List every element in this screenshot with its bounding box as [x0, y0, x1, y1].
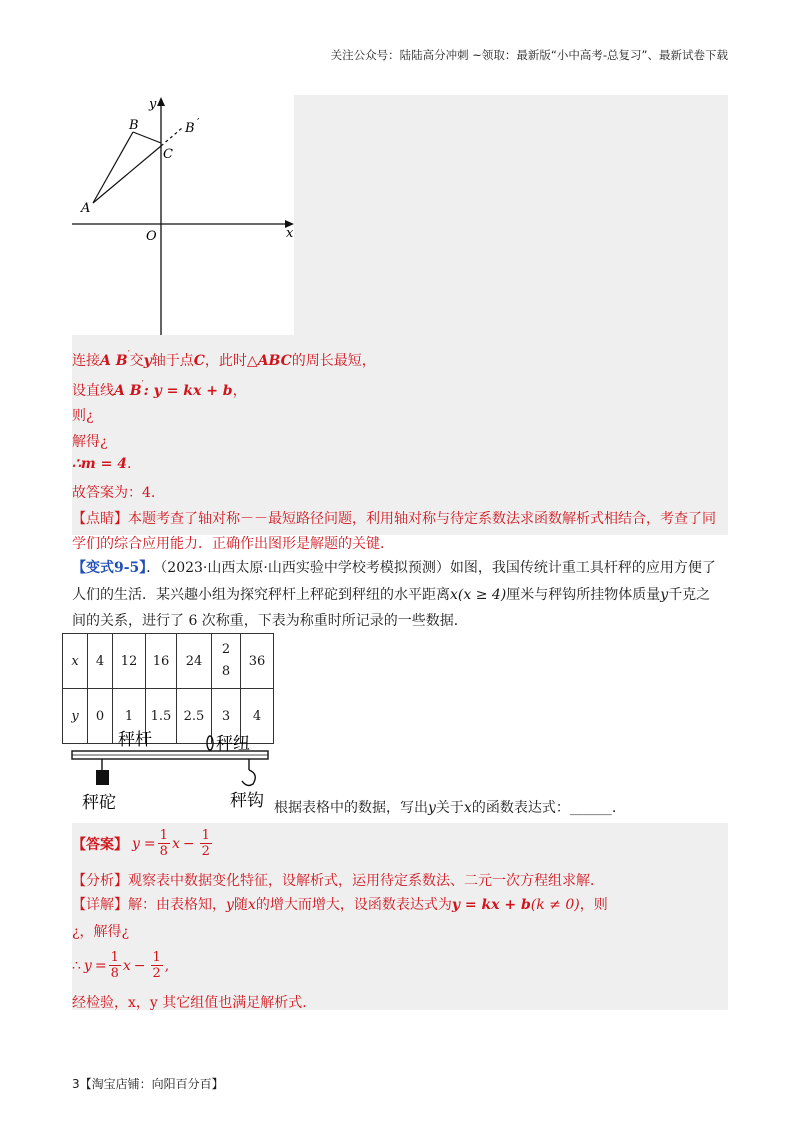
answer-line: 【答案】 y = $\frac{1}{8}$ x − $\frac{1}{2}$: [72, 828, 210, 859]
solution-line-6: 故答案为：4.: [72, 485, 156, 501]
table-row-x: [63, 634, 274, 689]
answer-tag: 【答案】: [72, 836, 128, 853]
question-text: 根据表格中的数据，写出y关于x的函数表达式：______.: [274, 800, 617, 816]
problem-line-1: 【变式9-5】．（2023·山西太原·山西实验中学校考模拟预测）如图，我国传统计重工具杆秤的应用方便了: [72, 560, 716, 576]
table-cell: y: [63, 689, 88, 744]
solution-line-1: 连接A B′交y轴于点C，此时△ABC的周长最短，: [72, 350, 376, 369]
solution-line-2: 设直线A B′: y = kx + b，: [72, 380, 247, 399]
key-point-line-2: 学们的综合应用能力．正确作出图形是解题的关键．: [72, 536, 394, 552]
solution-line-5: ∴m = 4.: [72, 456, 132, 472]
table-cell: 1: [113, 689, 146, 744]
label-origin: O: [146, 229, 157, 244]
table-cell: 2.5: [177, 689, 212, 744]
table-cell: 4: [241, 689, 274, 744]
page-header: 关注公众号：陆陆高分冲刺 ~领取：最新版“小中高考-总复习”、最新试卷下载: [330, 48, 728, 62]
label-x-axis: x: [286, 226, 294, 241]
variant-tag: 【变式9-5】: [72, 560, 147, 576]
page-footer: 3【淘宝店铺：向阳百分百】: [72, 1077, 224, 1091]
problem-line-2: 人们的生活．某兴趣小组为探究秤杆上秤砣到秤纽的水平距离x(x ≥ 4)厘米与秤钩所挂物体质量y千克之: [72, 587, 711, 603]
table-cell: 1.5: [146, 689, 177, 744]
table-cell: 3: [212, 689, 241, 744]
label-niu: 秤纽: [216, 734, 250, 754]
label-y-axis: y: [149, 97, 157, 112]
table-cell: 24: [177, 634, 212, 689]
label-gou: 秤钩: [230, 791, 264, 811]
detail-line-2: ¿，解得¿: [72, 924, 130, 940]
table-cell: 16: [146, 634, 177, 689]
detail-line-3: ∴ y = $\frac{1}{8}$ x − $\frac{1}{2}$ ,: [72, 950, 170, 981]
label-gan: 秤杆: [118, 730, 152, 750]
key-point-line-1: 【点睛】本题考查了轴对称－－最短路径问题，利用轴对称与待定系数法求函数解析式相结合，考查了同: [72, 511, 716, 527]
coordinate-diagram: [72, 95, 294, 335]
problem-line-3: 间的关系，进行了 6 次称重，下表为称重时所记录的一些数据．: [72, 613, 468, 629]
solution-line-3: 则¿: [72, 408, 94, 424]
label-tuo: 秤砣: [82, 793, 116, 813]
detail-line-1: 【详解】解：由表格知，y随x的增大而增大，设函数表达式为y = kx + b(k ≠ 0)，则: [72, 897, 608, 913]
detail-line-4: 经检验，x，y 其它组值也满足解析式．: [72, 995, 317, 1011]
solution-line-4: 解得¿: [72, 434, 108, 450]
analysis-line: 【分析】观察表中数据变化特征，设解析式，运用待定系数法、二元一次方程组求解．: [72, 873, 604, 889]
table-cell: 0: [88, 689, 113, 744]
table-cell: 12: [113, 634, 146, 689]
label-c: C: [163, 147, 173, 162]
table-cell: 2 8: [212, 634, 241, 689]
table-cell: 36: [241, 634, 274, 689]
label-b-prime: B: [185, 121, 195, 136]
label-prime-mark: ′: [197, 116, 200, 129]
label-a: A: [81, 201, 91, 216]
label-b: B: [129, 118, 139, 133]
coordinate-figure: [72, 95, 294, 335]
steelyard-figure: [66, 728, 276, 814]
table-cell: x: [63, 634, 88, 689]
table-cell: 4: [88, 634, 113, 689]
